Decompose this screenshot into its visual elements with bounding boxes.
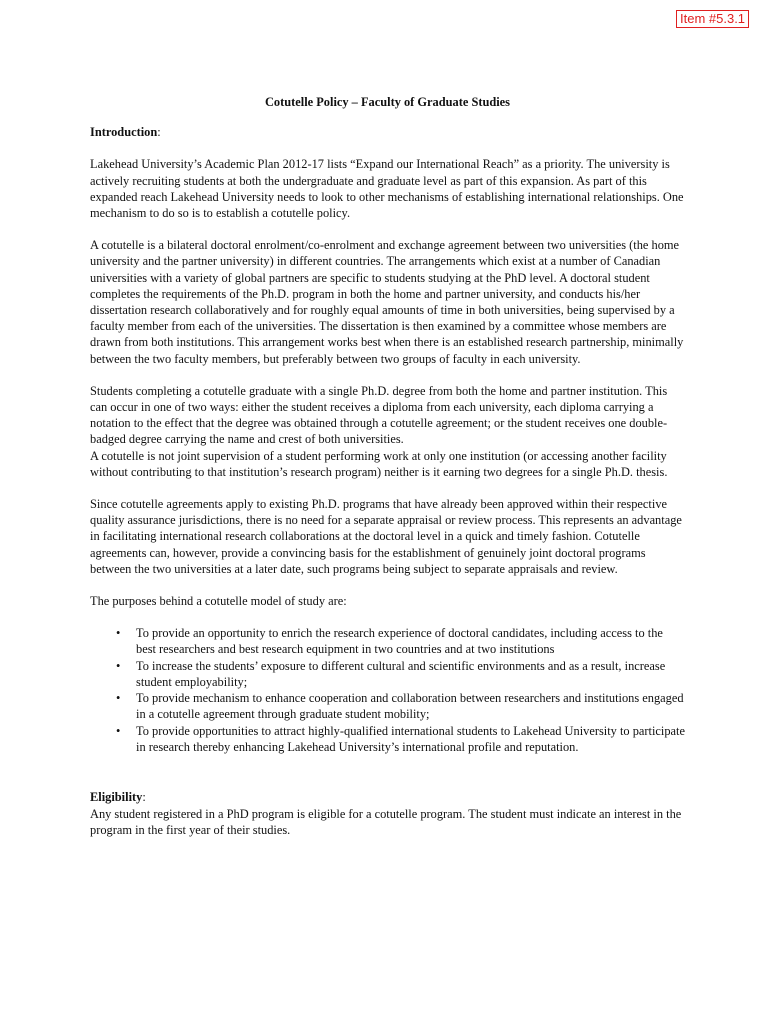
bullet-icon: • — [116, 691, 121, 706]
introduction-heading: Introduction: — [90, 125, 161, 140]
bullet-icon: • — [116, 626, 121, 641]
purpose-text: To provide mechanism to enhance cooperation and collaboration between researchers and institutions engaged in a cotutelle agreement through graduate student mobility; — [136, 691, 684, 722]
intro-paragraph-1: Lakehead University’s Academic Plan 2012-17 lists “Expand our International Reach” as a priority. The university is actively recruiting students at both the undergraduate and graduate level as part of this expansion. As part of this expanded reach Lakehead University needs to look to other mechanisms of establishing international relationships. One mechanism to do so is to establish a cotutelle policy. — [90, 157, 684, 221]
purposes-list — [90, 625, 685, 755]
list-item — [116, 625, 685, 657]
purpose-text: To provide an opportunity to enrich the research experience of doctoral candidates, including access to the best researchers and best research equipment in two countries and at two institutions — [136, 626, 663, 657]
page-title: Cotutelle Policy – Faculty of Graduate Studies — [264, 95, 511, 109]
purpose-text: To increase the students’ exposure to different cultural and scientific environments and as a result, increase student employability; — [136, 658, 666, 689]
bullet-icon: • — [116, 723, 121, 738]
list-item — [116, 690, 685, 722]
item-number-tag: Item #5.3.1 — [676, 10, 749, 28]
list-item — [116, 658, 685, 690]
intro-paragraph-5: Since cotutelle agreements apply to existing Ph.D. programs that have already been approved within their respective quality assurance jurisdictions, there is no need for a separate appraisal or review process. This represents an advantage in facilitating international research collaborations at the doctoral level in a quick and timely fashion. Cotutelle agreements can, however, provide a convincing basis for the establishment of genuinely joint doctoral programs between the two universities at a later date, such programs being subject to separate appraisals and review. — [90, 497, 682, 576]
intro-paragraph-3: Students completing a cotutelle graduate with a single Ph.D. degree from both the home and partner institution. This can occur in one of two ways: either the student receives a diploma from each university, each diploma carrying a notation to the effect that the degree was obtained through a cotutelle agreement; or the student receives one double-badged degree carrying the name and crest of both universities. — [90, 383, 668, 447]
list-item — [116, 723, 685, 755]
purposes-lead: The purposes behind a cotutelle model of study are: — [90, 594, 347, 609]
intro-paragraph-2: A cotutelle is a bilateral doctoral enrolment/co-enrolment and exchange agreement between two universities (the home university and the partner university) in different countries. The arrangements which exist at a number of Canadian universities with a variety of global partners are specific to students studying at the PhD level. A doctoral student completes the requirements of the Ph.D. program in both the home and partner university, and conducts his/her dissertation research collaboratively and for roughly equal amounts of time in both universities, being supervised by a faculty member from each of the universities. The dissertation is then examined by a committee whose members are drawn from both institutions. This arrangement works best when there is an established research partnership, minimally between the two faculty members, but preferably between two groups of faculty in each university. — [90, 238, 684, 366]
eligibility-heading-label: Eligibility — [90, 789, 143, 804]
eligibility-heading: Eligibility: — [90, 789, 146, 804]
purpose-text: To provide opportunities to attract highly-qualified international students to Lakehead University to participate in research thereby enhancing Lakehead University’s international profile and reputation. — [136, 723, 685, 754]
bullet-icon: • — [116, 658, 121, 673]
introduction-heading-label: Introduction — [90, 125, 158, 140]
intro-paragraph-4: A cotutelle is not joint supervision of a student performing work at only one institution (or accessing another facility without contributing to that institution’s research program) neither is it earning two degrees for a single Ph.D. thesis. — [90, 448, 668, 479]
document-page — [90, 94, 685, 839]
eligibility-text: Any student registered in a PhD program is eligible for a cotutelle program. The student must indicate an interest in the program in the first year of their studies. — [90, 807, 682, 838]
